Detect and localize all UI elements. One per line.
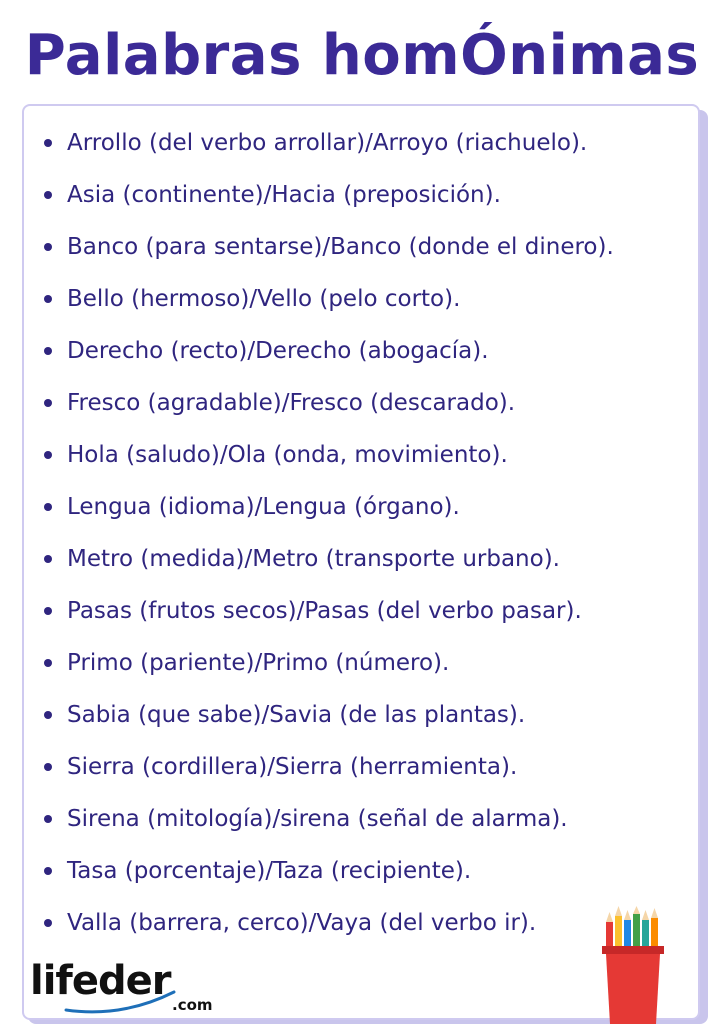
bullet-icon bbox=[44, 399, 52, 407]
list-item-text: Arrollo (del verbo arrollar)/Arroyo (riachuelo). bbox=[67, 130, 588, 156]
list-item-text: Metro (medida)/Metro (transporte urbano). bbox=[67, 546, 560, 572]
list-item-text: Asia (continente)/Hacia (preposición). bbox=[67, 182, 501, 208]
bullet-icon bbox=[44, 451, 52, 459]
bullet-icon bbox=[44, 867, 52, 875]
bullet-icon bbox=[44, 711, 52, 719]
list-item-text: Hola (saludo)/Ola (onda, movimiento). bbox=[67, 442, 508, 468]
list-item-text: Banco (para sentarse)/Banco (donde el dinero). bbox=[67, 234, 614, 260]
bullet-icon bbox=[44, 347, 52, 355]
list-item-text: Primo (pariente)/Primo (número). bbox=[67, 650, 450, 676]
list-item-text: Bello (hermoso)/Vello (pelo corto). bbox=[67, 286, 461, 312]
pencil-cup-icon bbox=[600, 906, 670, 1024]
list-item-text: Tasa (porcentaje)/Taza (recipiente). bbox=[67, 858, 472, 884]
list-item-text: Lengua (idioma)/Lengua (órgano). bbox=[67, 494, 460, 520]
bullet-icon bbox=[44, 659, 52, 667]
list-item-text: Sierra (cordillera)/Sierra (herramienta). bbox=[67, 754, 518, 780]
bullet-icon bbox=[44, 763, 52, 771]
bullet-icon bbox=[44, 555, 52, 563]
bullet-icon bbox=[44, 295, 52, 303]
bullet-icon bbox=[44, 815, 52, 823]
logo-swoosh-icon bbox=[62, 988, 182, 1016]
lifeder-logo: lifeder bbox=[30, 958, 171, 1004]
bullet-icon bbox=[44, 191, 52, 199]
list-item-text: Fresco (agradable)/Fresco (descarado). bbox=[67, 390, 516, 416]
list-item-text: Derecho (recto)/Derecho (abogacía). bbox=[67, 338, 489, 364]
list-item-text: Pasas (frutos secos)/Pasas (del verbo pasar). bbox=[67, 598, 582, 624]
bullet-icon bbox=[44, 503, 52, 511]
list-item-text: Sirena (mitología)/sirena (señal de alarma). bbox=[67, 806, 568, 832]
logo-domain: .com bbox=[172, 996, 213, 1014]
list-item-text: Sabia (que sabe)/Savia (de las plantas). bbox=[67, 702, 526, 728]
bullet-icon bbox=[44, 607, 52, 615]
bullet-icon bbox=[44, 139, 52, 147]
bullet-icon bbox=[44, 919, 52, 927]
page-title: Palabras homÓnimas bbox=[24, 23, 700, 88]
list-item-text: Valla (barrera, cerco)/Vaya (del verbo ir). bbox=[67, 910, 537, 936]
bullet-icon bbox=[44, 243, 52, 251]
